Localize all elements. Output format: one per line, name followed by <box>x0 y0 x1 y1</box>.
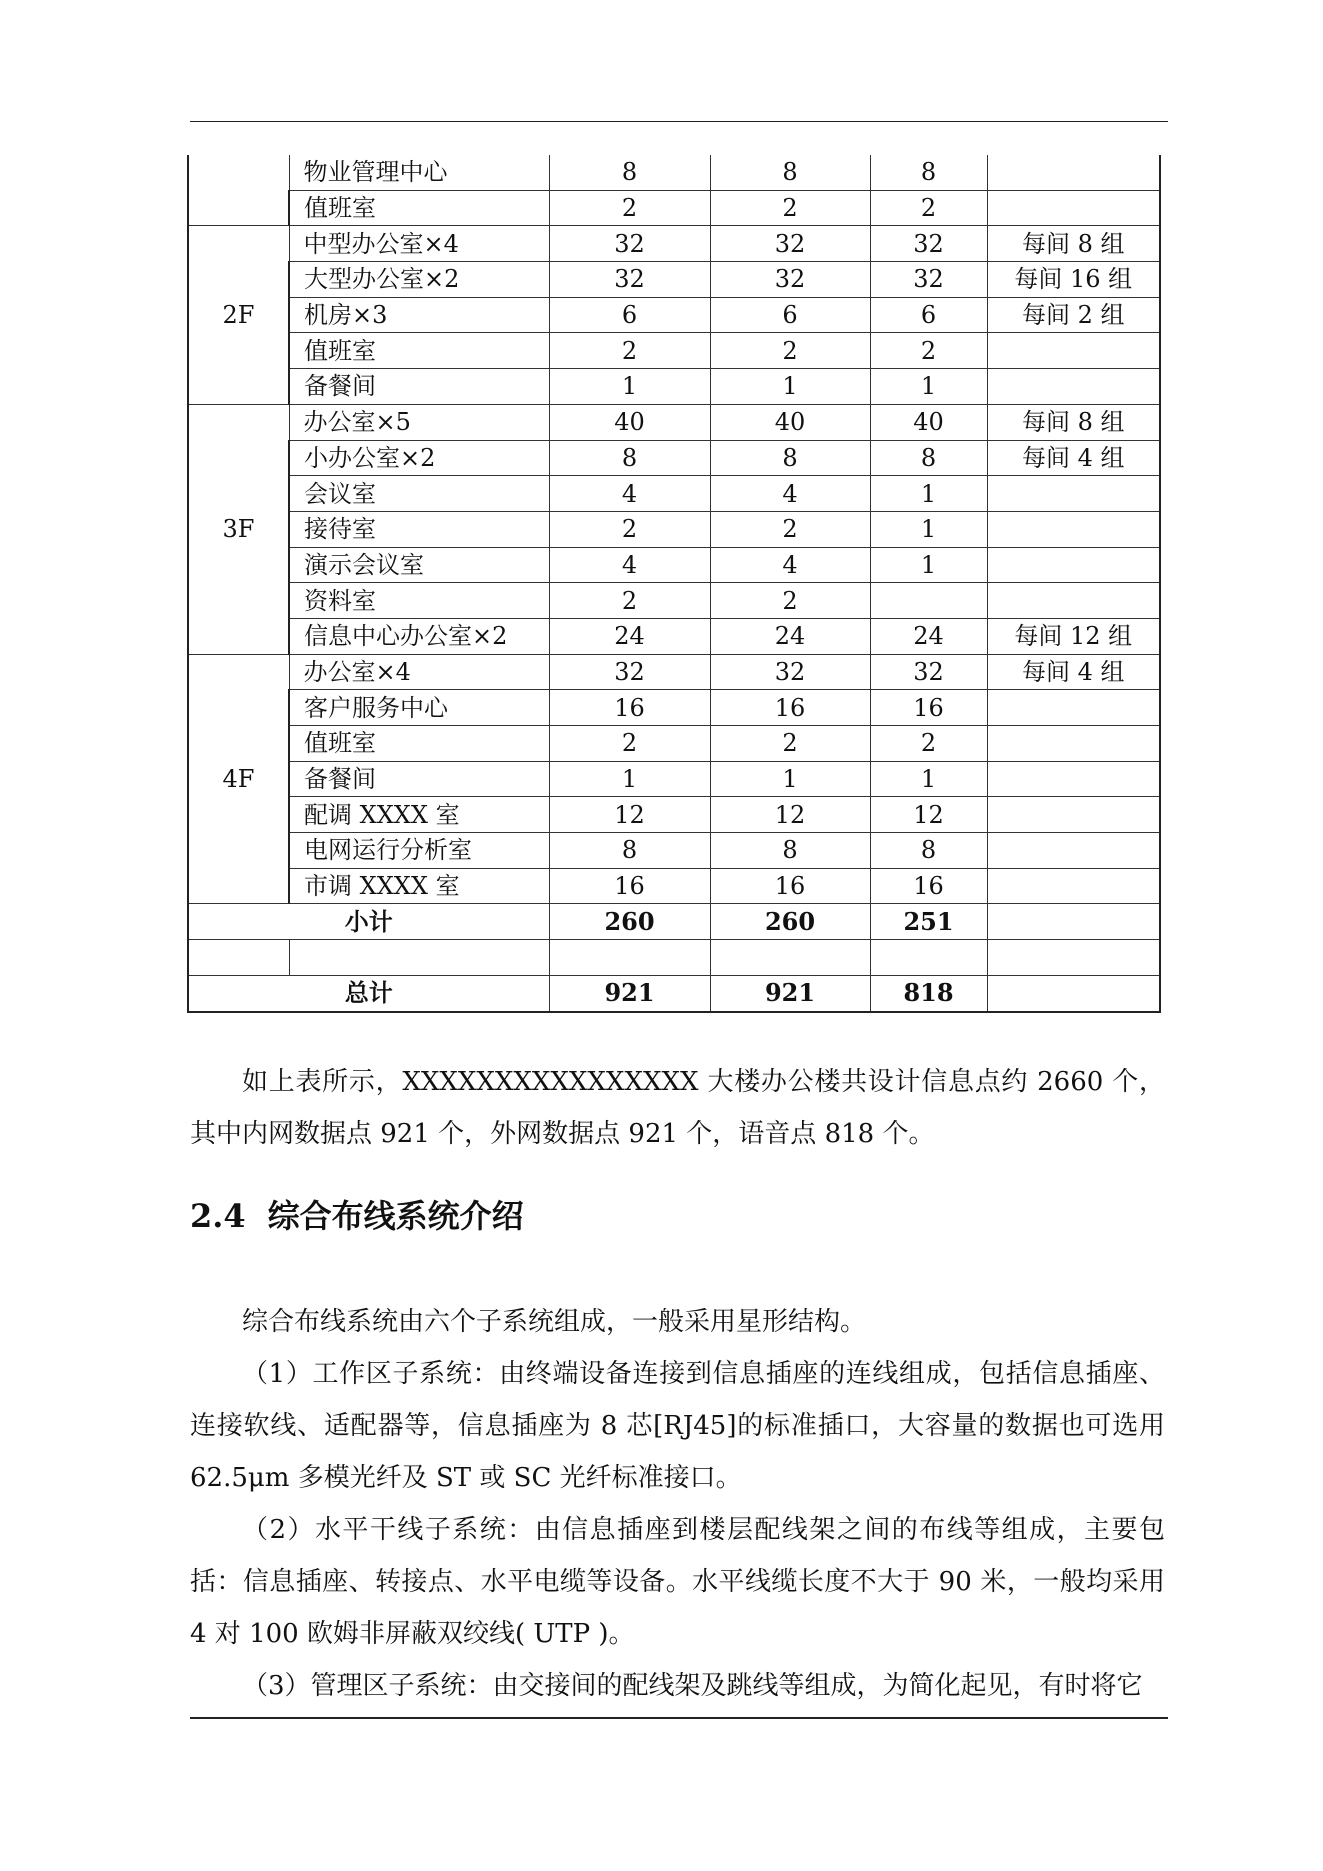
voice-count-cell: 1 <box>870 511 987 547</box>
table-row <box>188 868 1160 904</box>
blank-row <box>188 940 1160 976</box>
extranet-count-cell: 8 <box>710 833 870 869</box>
room-name-cell: 办公室×4 <box>289 654 549 690</box>
intranet-count-cell: 8 <box>549 440 710 476</box>
extranet-count-cell: 40 <box>710 404 870 440</box>
blank-cell <box>549 940 710 976</box>
table-row <box>188 297 1160 333</box>
note-cell <box>987 583 1160 619</box>
table-row <box>188 654 1160 690</box>
room-name-cell: 小办公室×2 <box>289 440 549 476</box>
table-row <box>188 761 1160 797</box>
extranet-count-cell: 8 <box>710 155 870 190</box>
room-name-cell: 配调 XXXX 室 <box>289 797 549 833</box>
floor-cell: 3F <box>188 404 289 654</box>
summary-text: 如上表所示，XXXXXXXXXXXXXXXX 大楼办公楼共设计信息点约 2660 个，其中内网数据点 921 个，外网数据点 921 个，语音点 818 个。 <box>190 1067 1165 1149</box>
voice-count-cell <box>870 583 987 619</box>
room-name-cell: 值班室 <box>289 333 549 369</box>
extranet-count-cell: 6 <box>710 297 870 333</box>
subtotal-intranet: 260 <box>549 904 710 940</box>
room-name-cell: 大型办公室×2 <box>289 262 549 298</box>
room-name-cell: 市调 XXXX 室 <box>289 868 549 904</box>
table-row <box>188 333 1160 369</box>
summary-paragraph <box>190 1056 1165 1160</box>
note-cell <box>987 369 1160 405</box>
table-row <box>188 726 1160 762</box>
note-cell <box>987 833 1160 869</box>
table-row <box>188 369 1160 405</box>
voice-count-cell: 8 <box>870 833 987 869</box>
table-row <box>188 155 1160 190</box>
extranet-count-cell: 16 <box>710 868 870 904</box>
room-name-cell: 接待室 <box>289 511 549 547</box>
intranet-count-cell: 4 <box>549 547 710 583</box>
room-name-cell: 机房×3 <box>289 297 549 333</box>
blank-cell <box>710 940 870 976</box>
note-cell <box>987 797 1160 833</box>
blank-cell <box>870 940 987 976</box>
table-row <box>188 833 1160 869</box>
room-name-cell: 值班室 <box>289 726 549 762</box>
intranet-count-cell: 2 <box>549 726 710 762</box>
table-row <box>188 262 1160 298</box>
room-name-cell: 物业管理中心 <box>289 155 549 190</box>
intranet-count-cell: 16 <box>549 690 710 726</box>
intranet-count-cell: 24 <box>549 618 710 654</box>
table-row <box>188 511 1160 547</box>
intranet-count-cell: 16 <box>549 868 710 904</box>
extranet-count-cell: 1 <box>710 761 870 797</box>
body-paragraph-horizontal: （2）水平干线子系统：由信息插座到楼层配线架之间的布线等组成，主要包括：信息插座、转接点、水平电缆等设备。水平线缆长度不大于 90 米，一般均采用 4 对 100 欧姆非屏蔽双绞线( UTP )。 <box>190 1515 1165 1649</box>
intranet-count-cell: 6 <box>549 297 710 333</box>
extranet-count-cell: 4 <box>710 547 870 583</box>
intranet-count-cell: 40 <box>549 404 710 440</box>
table-row <box>188 690 1160 726</box>
intranet-count-cell: 1 <box>549 761 710 797</box>
extranet-count-cell: 24 <box>710 618 870 654</box>
note-cell <box>987 511 1160 547</box>
note-cell <box>987 868 1160 904</box>
voice-count-cell: 2 <box>870 726 987 762</box>
note-cell <box>987 333 1160 369</box>
note-cell: 每间 12 组 <box>987 618 1160 654</box>
room-name-cell: 值班室 <box>289 190 549 226</box>
room-name-cell: 中型办公室×4 <box>289 226 549 262</box>
subtotal-extranet: 260 <box>710 904 870 940</box>
note-cell: 每间 2 组 <box>987 297 1160 333</box>
note-cell <box>987 190 1160 226</box>
voice-count-cell: 16 <box>870 690 987 726</box>
table-row <box>188 583 1160 619</box>
intranet-count-cell: 2 <box>549 511 710 547</box>
body-paragraph-management: （3）管理区子系统：由交接间的配线架及跳线等组成，为简化起见，有时将它 <box>242 1671 1143 1701</box>
intranet-count-cell: 32 <box>549 262 710 298</box>
intranet-count-cell: 1 <box>549 369 710 405</box>
section-title: 综合布线系统介绍 <box>267 1197 524 1235</box>
note-cell <box>987 547 1160 583</box>
total-extranet: 921 <box>710 975 870 1011</box>
floor-cell <box>188 155 289 226</box>
intranet-count-cell: 2 <box>549 190 710 226</box>
note-cell: 每间 4 组 <box>987 440 1160 476</box>
body-paragraph-work-area: （1）工作区子系统：由终端设备连接到信息插座的连线组成，包括信息插座、连接软线、适配器等，信息插座为 8 芯[RJ45]的标准插口，大容量的数据也可选用 62.5μm 多模光纤及 ST 或 SC 光纤标准接口。 <box>190 1359 1165 1493</box>
intranet-count-cell: 2 <box>549 333 710 369</box>
voice-count-cell: 1 <box>870 476 987 512</box>
extranet-count-cell: 2 <box>710 190 870 226</box>
room-name-cell: 客户服务中心 <box>289 690 549 726</box>
info-point-table <box>187 155 1161 1013</box>
note-cell: 每间 8 组 <box>987 226 1160 262</box>
section-heading <box>190 1191 524 1237</box>
voice-count-cell: 32 <box>870 262 987 298</box>
voice-count-cell: 16 <box>870 868 987 904</box>
intranet-count-cell: 8 <box>549 833 710 869</box>
note-cell <box>987 726 1160 762</box>
section-number: 2.4 <box>190 1197 246 1235</box>
total-note <box>987 975 1160 1011</box>
extranet-count-cell: 16 <box>710 690 870 726</box>
voice-count-cell: 2 <box>870 333 987 369</box>
voice-count-cell: 32 <box>870 654 987 690</box>
note-cell <box>987 155 1160 190</box>
extranet-count-cell: 2 <box>710 726 870 762</box>
extranet-count-cell: 32 <box>710 226 870 262</box>
note-cell <box>987 690 1160 726</box>
voice-count-cell: 2 <box>870 190 987 226</box>
room-name-cell: 演示会议室 <box>289 547 549 583</box>
table-row <box>188 797 1160 833</box>
extranet-count-cell: 4 <box>710 476 870 512</box>
table-row <box>188 404 1160 440</box>
note-cell: 每间 8 组 <box>987 404 1160 440</box>
extranet-count-cell: 2 <box>710 583 870 619</box>
intranet-count-cell: 8 <box>549 155 710 190</box>
voice-count-cell: 8 <box>870 440 987 476</box>
table-row <box>188 547 1160 583</box>
intranet-count-cell: 4 <box>549 476 710 512</box>
table-row <box>188 190 1160 226</box>
table-body <box>188 155 1160 1012</box>
voice-count-cell: 24 <box>870 618 987 654</box>
room-name-cell: 信息中心办公室×2 <box>289 618 549 654</box>
note-cell <box>987 476 1160 512</box>
section-body <box>190 1296 1165 1712</box>
note-cell: 每间 4 组 <box>987 654 1160 690</box>
total-voice: 818 <box>870 975 987 1011</box>
room-name-cell: 备餐间 <box>289 761 549 797</box>
note-cell: 每间 16 组 <box>987 262 1160 298</box>
room-name-cell: 备餐间 <box>289 369 549 405</box>
body-paragraph-intro: 综合布线系统由六个子系统组成，一般采用星形结构。 <box>242 1307 867 1337</box>
intranet-count-cell: 12 <box>549 797 710 833</box>
voice-count-cell: 12 <box>870 797 987 833</box>
voice-count-cell: 6 <box>870 297 987 333</box>
intranet-count-cell: 2 <box>549 583 710 619</box>
voice-count-cell: 8 <box>870 155 987 190</box>
room-name-cell: 资料室 <box>289 583 549 619</box>
extranet-count-cell: 32 <box>710 262 870 298</box>
total-row <box>188 975 1160 1011</box>
blank-cell <box>188 940 289 976</box>
extranet-count-cell: 12 <box>710 797 870 833</box>
voice-count-cell: 32 <box>870 226 987 262</box>
subtotal-row <box>188 904 1160 940</box>
room-name-cell: 电网运行分析室 <box>289 833 549 869</box>
subtotal-label: 小计 <box>188 904 549 940</box>
blank-cell <box>289 940 549 976</box>
table-row <box>188 226 1160 262</box>
room-name-cell: 办公室×5 <box>289 404 549 440</box>
intranet-count-cell: 32 <box>549 654 710 690</box>
header-rule <box>190 121 1168 122</box>
table-row <box>188 440 1160 476</box>
voice-count-cell: 1 <box>870 369 987 405</box>
extranet-count-cell: 1 <box>710 369 870 405</box>
footer-rule <box>190 1717 1168 1719</box>
voice-count-cell: 1 <box>870 547 987 583</box>
floor-cell: 4F <box>188 654 289 904</box>
floor-cell: 2F <box>188 226 289 404</box>
room-name-cell: 会议室 <box>289 476 549 512</box>
extranet-count-cell: 32 <box>710 654 870 690</box>
voice-count-cell: 1 <box>870 761 987 797</box>
voice-count-cell: 40 <box>870 404 987 440</box>
subtotal-note <box>987 904 1160 940</box>
extranet-count-cell: 8 <box>710 440 870 476</box>
subtotal-voice: 251 <box>870 904 987 940</box>
total-intranet: 921 <box>549 975 710 1011</box>
intranet-count-cell: 32 <box>549 226 710 262</box>
extranet-count-cell: 2 <box>710 333 870 369</box>
blank-cell <box>987 940 1160 976</box>
table-row <box>188 476 1160 512</box>
note-cell <box>987 761 1160 797</box>
total-label: 总计 <box>188 975 549 1011</box>
extranet-count-cell: 2 <box>710 511 870 547</box>
table-row <box>188 618 1160 654</box>
